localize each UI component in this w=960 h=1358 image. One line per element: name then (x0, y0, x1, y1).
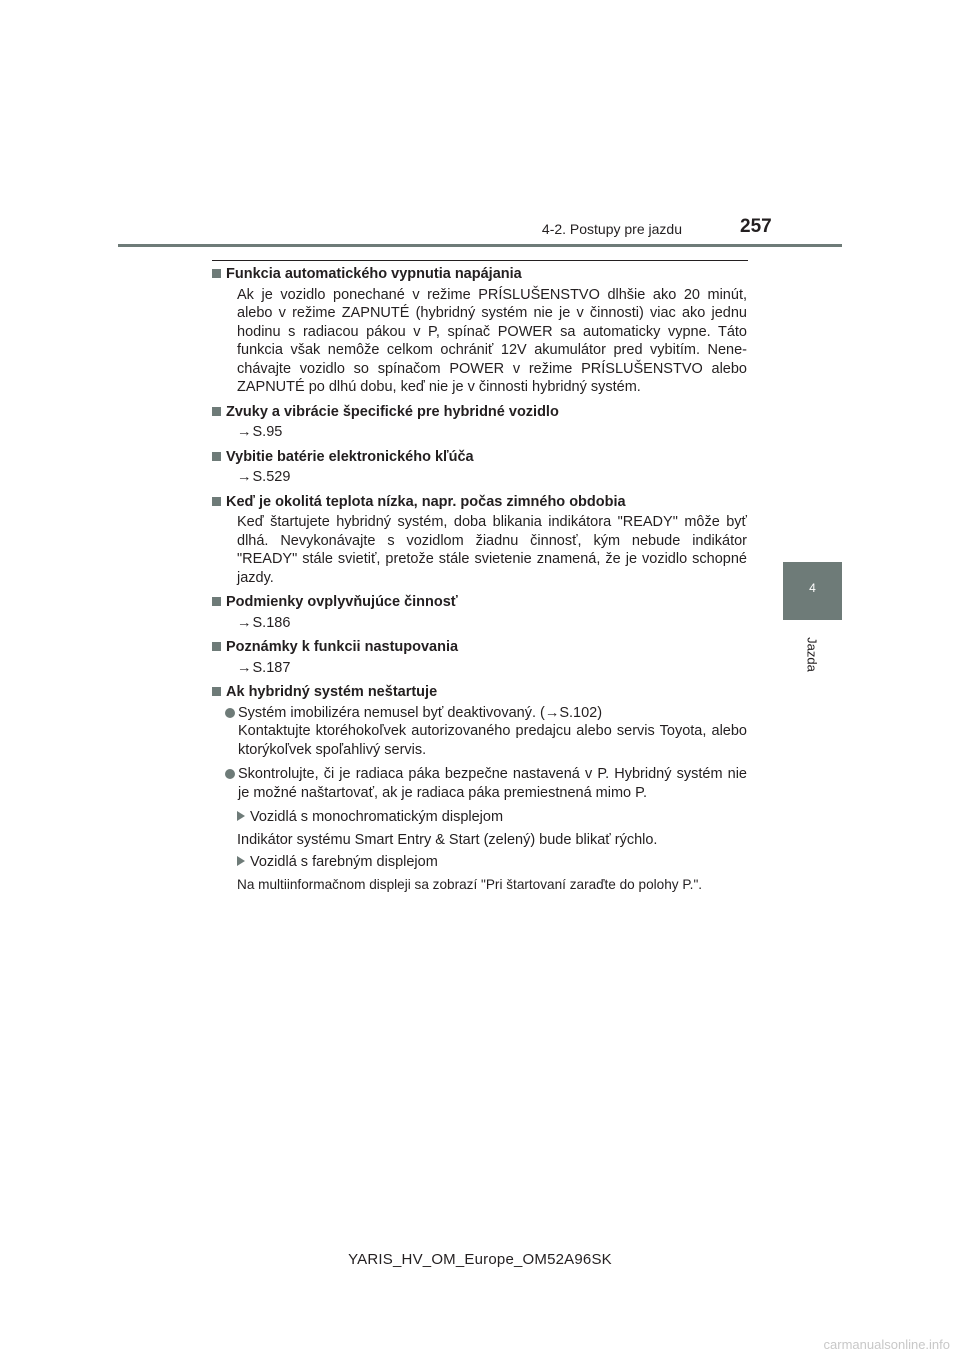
arrow-right-icon: → (237, 614, 252, 631)
sub-item-text: Na multiinformačnom displeji sa zobrazí "Pri štartovaní zaraďte do polohy P.". (237, 876, 703, 892)
page-reference[interactable] (212, 423, 747, 442)
section-body: Ak je vozidlo ponechané v režime PRÍSLUŠENSTVO dlhšie ako 20 minút, alebo v režime ZAPNUTÉ (hybridný systém nie je v činnosti) viac ako jednu hodinu s radiacou pákou v P, spínač POWER sa automaticky vypne. Táto funkcia však nemôže celkom ochrániť 12V akumulátor pred vybitím. Nene-chávajte vozidlo so spínačom POWER v režime PRÍSLUŠENSTVO alebo ZAPNUTÉ po dlhú dobu, keď nie je v činnosti hybridný systém. (237, 286, 747, 395)
heading-text: Zvuky a vibrácie špecifické pre hybridné vozidlo (226, 403, 559, 420)
page-reference-link[interactable]: S.186 (252, 614, 291, 631)
section-heading (212, 493, 747, 512)
round-bullet-icon (225, 708, 235, 718)
watermark: carmanualsonline.info (823, 1337, 950, 1352)
section-heading (212, 683, 747, 702)
heading-text: Podmienky ovplyvňujúce činnosť (226, 594, 458, 610)
square-bullet-icon (212, 687, 221, 696)
chapter-number: 4 (809, 581, 816, 595)
arrow-right-icon: → (237, 469, 252, 485)
triangle-bullet-icon (237, 856, 245, 866)
section-heading (212, 638, 747, 657)
section-key-battery (212, 448, 747, 487)
heading-text: Ak hybridný systém neštartuje (226, 684, 438, 700)
heading-text: Funkcia automatického vypnutia napájania (226, 266, 522, 282)
triangle-bullet-icon (237, 811, 245, 821)
section-low-temperature (212, 493, 747, 588)
chapter-tab[interactable] (783, 562, 842, 620)
item-text: Kontaktujte ktoréhokoľvek autorizovaného predajcu alebo servis Toyota, alebo ktorýkoľvek spoľahlivý servis. (238, 723, 747, 758)
arrow-right-icon: → (237, 659, 252, 676)
page-reference[interactable] (212, 659, 747, 678)
section-heading (212, 403, 747, 422)
list-item (212, 765, 747, 802)
round-bullet-icon (225, 769, 235, 779)
list-item (212, 704, 747, 760)
item-text: Systém imobilizéra nemusel byť deaktivovaný. (→S.102) (238, 704, 603, 721)
section-heading (212, 265, 747, 284)
square-bullet-icon (212, 597, 221, 606)
square-bullet-icon (212, 407, 221, 416)
square-bullet-icon (212, 642, 221, 651)
heading-text: Vybitie batérie elektronického kľúča (226, 448, 474, 465)
page-reference-link[interactable]: S.95 (252, 424, 283, 440)
square-bullet-icon (212, 269, 221, 278)
page-content (212, 265, 747, 900)
sub-item-label (237, 808, 747, 827)
arrow-right-icon: → (237, 424, 252, 440)
section-auto-power-off (212, 265, 747, 397)
heading-text: Poznámky k funkcii nastupovania (226, 639, 459, 655)
content-divider (212, 260, 748, 261)
square-bullet-icon (212, 497, 221, 506)
page-number: 257 (740, 216, 772, 237)
page-reference-link[interactable]: S.529 (252, 469, 291, 485)
section-body: Keď štartujete hybridný systém, doba blikania indikátora "READY" môže byť dlhá. Nevykonávajte s vozidlom žiadnu činnosť, kým nebude indikátor "READY" stále svietiť, pretože stále svietenie znamená, že je vozidlo schopné jazdy. (237, 514, 747, 586)
sub-item-label (237, 853, 747, 872)
header-divider (118, 244, 842, 247)
section-hybrid-sounds (212, 403, 747, 442)
square-bullet-icon (212, 452, 221, 461)
chapter-label: Jazda (804, 637, 820, 672)
section-conditions (212, 593, 747, 632)
section-heading (212, 448, 747, 467)
sub-item-text: Indikátor systému Smart Entry & Start (zelený) bude blikať rýchlo. (237, 831, 658, 848)
section-entry-notes (212, 638, 747, 677)
sub-item-label-text: Vozidlá s farebným displejom (250, 854, 438, 870)
page-reference-link[interactable]: S.187 (252, 659, 291, 676)
page-reference[interactable] (212, 468, 747, 487)
item-text: Skontrolujte, či je radiaca páka bezpečne nastavená v P. Hybridný systém nie je možné naštartovať, ak je radiaca páka premiestnená mimo P. (238, 766, 747, 801)
document-code: YARIS_HV_OM_Europe_OM52A96SK (348, 1251, 612, 1268)
section-no-start (212, 683, 747, 894)
section-heading (212, 593, 747, 612)
sub-item-label-text: Vozidlá s monochromatickým displejom (250, 809, 504, 825)
page-reference[interactable] (212, 614, 747, 633)
heading-text: Keď je okolitá teplota nízka, napr. počas zimného obdobia (226, 493, 626, 510)
section-title: 4-2. Postupy pre jazdu (541, 221, 682, 237)
